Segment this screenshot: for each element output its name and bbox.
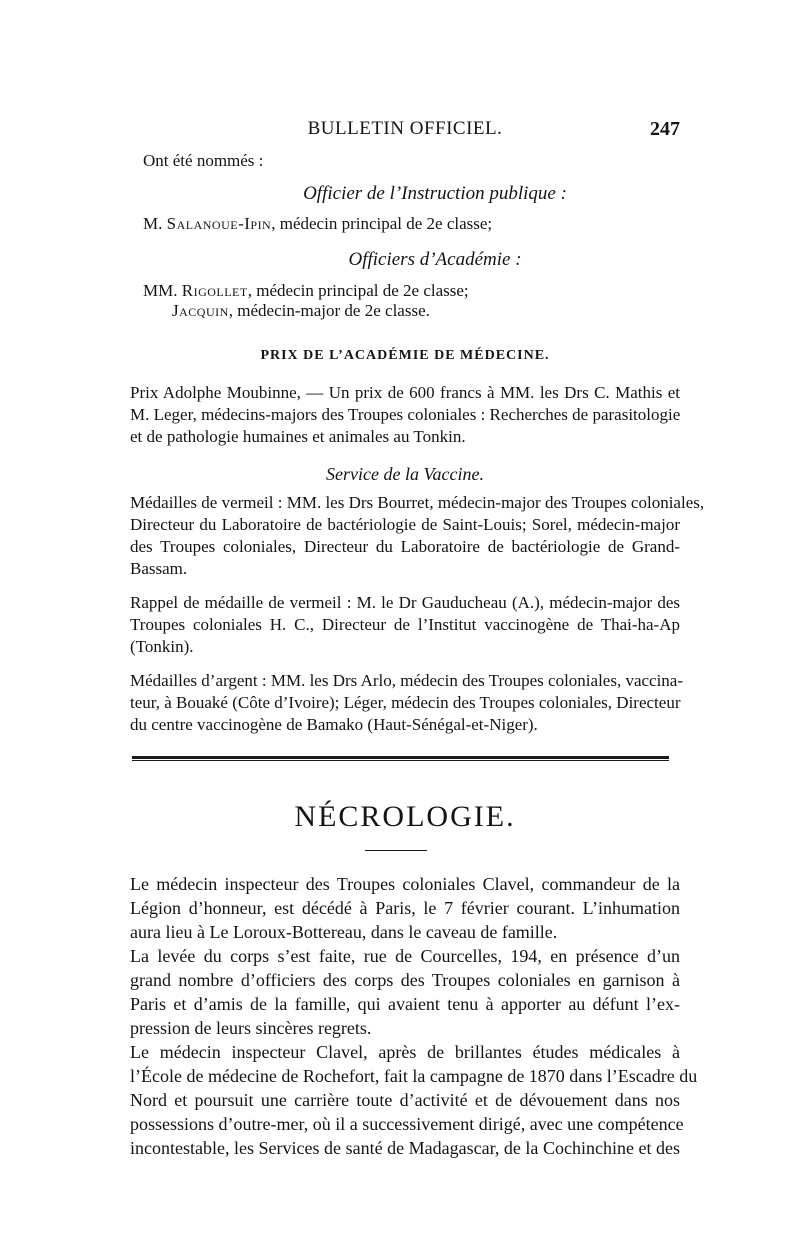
- rappel-line: (Tonkin).: [130, 637, 194, 656]
- necrologie-line: pression de leurs sincères regrets.: [130, 1018, 372, 1038]
- necrologie-line: Paris et d’amis de la famille, qui avaient tenu à apporter au défunt l’ex-: [130, 994, 680, 1014]
- argent-line: du centre vaccinogène de Bamako (Haut-Sénégal-et-Niger).: [130, 715, 538, 734]
- necrologie-title: NÉCROLOGIE.: [294, 800, 516, 833]
- rappel-line: Rappel de médaille de vermeil : M. le Dr Gauducheau (A.), médecin-major des: [130, 593, 680, 612]
- officiers-entry-rest: , médecin-major de 2e classe.: [228, 301, 430, 320]
- officiers-entry-name: Rigollet: [181, 281, 248, 300]
- title-underline: [365, 850, 427, 851]
- officier-entry-rest: , médecin principal de 2e classe;: [271, 214, 493, 233]
- running-title: BULLETIN OFFICIEL.: [307, 118, 503, 139]
- officiers-entry: [143, 280, 469, 302]
- officier-entry-prefix: M.: [143, 214, 163, 233]
- officier-entry: [143, 213, 492, 235]
- vermeil-line: Médailles de vermeil : MM. les Drs Bourret, médecin-major des Troupes coloniales,: [130, 493, 705, 512]
- prix-heading: PRIX DE L’ACADÉMIE DE MÉDECINE.: [260, 348, 550, 363]
- officiers-entry-name: Jacquin: [172, 301, 229, 320]
- necrologie-line: incontestable, les Services de santé de Madagascar, de la Cochinchine et des: [130, 1138, 680, 1158]
- running-head: [130, 118, 680, 144]
- vermeil-line: Directeur du Laboratoire de bactériologie de Saint-Louis; Sorel, médecin-major: [130, 515, 680, 534]
- vermeil-line: Bassam.: [130, 559, 188, 578]
- necrologie-line: grand nombre d’officiers des corps des Troupes coloniales en garnison à: [130, 970, 680, 990]
- officiers-heading: Officiers d’Académie :: [348, 249, 522, 270]
- officier-heading: Officier de l’Instruction publique :: [303, 183, 567, 204]
- argent-line: teur, à Bouaké (Côte d’Ivoire); Léger, médecin des Troupes coloniales, Directeur: [130, 693, 681, 712]
- nominations-intro: Ont été nommés :: [143, 151, 264, 170]
- rappel-line: Troupes coloniales H. C., Directeur de l’Institut vaccinogène de Thai-ha-Ap: [130, 615, 680, 634]
- prix-line: Prix Adolphe Moubinne, — Un prix de 600 francs à MM. les Drs C. Mathis et: [130, 383, 680, 402]
- page-number: 247: [650, 118, 680, 140]
- necrologie-line: La levée du corps s’est faite, rue de Courcelles, 194, en présence d’un: [130, 946, 680, 966]
- prix-line: et de pathologie humaines et animales au Tonkin.: [130, 427, 466, 446]
- necrologie-line: possessions d’outre-mer, où il a successivement dirigé, avec une compétence: [130, 1114, 684, 1134]
- prix-line: M. Leger, médecins-majors des Troupes coloniales : Recherches de parasitologie: [130, 405, 681, 424]
- section-divider: [132, 756, 669, 759]
- vaccine-heading: Service de la Vaccine.: [326, 464, 484, 484]
- argent-line: Médailles d’argent : MM. les Drs Arlo, médecin des Troupes coloniales, vaccina-: [130, 671, 684, 690]
- officier-entry-name: Salanoue-Ipin: [166, 214, 272, 233]
- vermeil-line: des Troupes coloniales, Directeur du Laboratoire de bactériologie de Grand-: [130, 537, 680, 556]
- necrologie-line: aura lieu à Le Loroux-Bottereau, dans le caveau de famille.: [130, 922, 558, 942]
- officiers-entry: [172, 300, 430, 322]
- officiers-entry-prefix: MM.: [143, 281, 178, 300]
- necrologie-line: Le médecin inspecteur des Troupes coloniales Clavel, commandeur de la: [130, 874, 680, 894]
- necrologie-line: Nord et poursuit une carrière toute d’activité et de dévouement dans nos: [130, 1090, 680, 1110]
- necrologie-line: Le médecin inspecteur Clavel, après de brillantes études médicales à: [130, 1042, 680, 1062]
- officiers-entry-rest: , médecin principal de 2e classe;: [247, 281, 469, 300]
- necrologie-line: l’École de médecine de Rochefort, fait la campagne de 1870 dans l’Escadre du: [130, 1066, 698, 1086]
- necrologie-line: Légion d’honneur, est décédé à Paris, le 7 février courant. L’inhumation: [130, 898, 680, 918]
